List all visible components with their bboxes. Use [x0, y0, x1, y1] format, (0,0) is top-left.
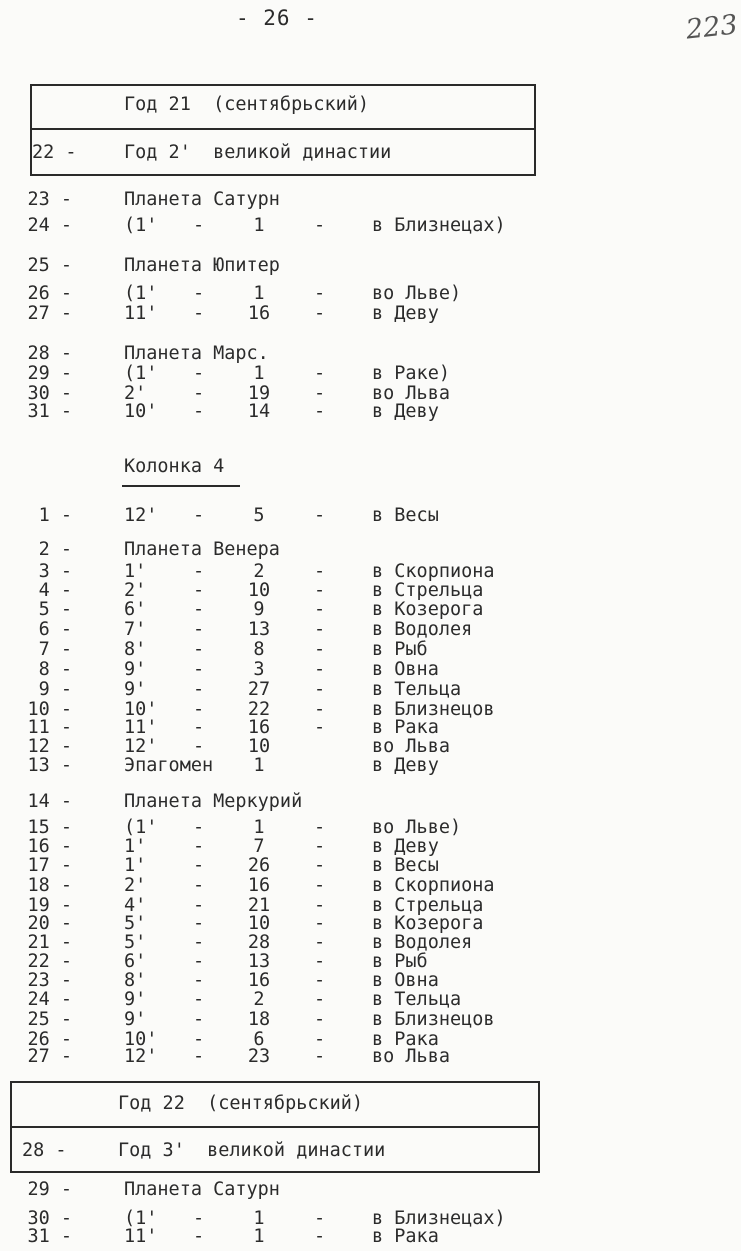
- dash-2: -: [314, 1208, 326, 1229]
- entry-sign: во Льве): [372, 283, 462, 304]
- dash-1: -: [193, 303, 205, 324]
- dash-2: -: [314, 989, 326, 1010]
- dash-1: -: [193, 895, 205, 916]
- entry-start: Планета Марс.: [124, 343, 269, 364]
- entry-start: 11': [124, 1226, 158, 1247]
- dash-2: -: [314, 932, 326, 953]
- entry-sign: в Близнецов: [372, 1009, 495, 1030]
- entry-sign: в Близнецов: [372, 699, 495, 720]
- entry-sign: в Деву: [372, 755, 439, 776]
- entry-start: 10': [124, 401, 158, 422]
- entry-sign: в Тельца: [372, 679, 462, 700]
- entry-degree: 23: [247, 1046, 271, 1067]
- entry-start: 4': [124, 895, 147, 916]
- entry-sign: в Тельца: [372, 989, 462, 1010]
- line-number: 27 -: [27, 303, 72, 324]
- entry-start: 8': [124, 970, 147, 991]
- dash-2: -: [314, 659, 326, 680]
- entry-degree: 7: [253, 836, 265, 857]
- dash-2: -: [314, 639, 326, 660]
- dash-1: -: [193, 970, 205, 991]
- dash-1: -: [193, 836, 205, 857]
- dash-1: -: [193, 580, 205, 601]
- entry-sign: в Рака: [372, 717, 439, 738]
- entry-start: 6': [124, 951, 147, 972]
- entry-degree: 1: [253, 817, 265, 838]
- entry-sign: в Водолея: [372, 619, 473, 640]
- year-box-1-text: Год 2' великой династии: [124, 142, 392, 163]
- entry-sign: во Льва: [372, 1046, 450, 1067]
- dash-1: -: [193, 699, 205, 720]
- line-number: 18 -: [27, 875, 72, 896]
- dash-2: -: [314, 383, 326, 404]
- entry-sign: в Овна: [372, 659, 439, 680]
- line-number: 15 -: [27, 817, 72, 838]
- line-number: 6 -: [38, 619, 72, 640]
- entry-start: 2': [124, 580, 147, 601]
- entry-degree: 5: [253, 505, 265, 526]
- dash-1: -: [193, 875, 205, 896]
- line-number: 24 -: [27, 215, 72, 236]
- entry-degree: 1: [253, 1208, 265, 1229]
- entry-start: 10': [124, 699, 158, 720]
- entry-degree: 27: [247, 679, 271, 700]
- line-number: 26 -: [27, 1029, 72, 1050]
- line-number: 31 -: [27, 1226, 72, 1247]
- entry-degree: 2: [253, 561, 265, 582]
- dash-1: -: [193, 619, 205, 640]
- entry-sign: в Скорпиона: [372, 875, 495, 896]
- line-number: 29 -: [27, 363, 72, 384]
- entry-start: 12': [124, 736, 158, 757]
- entry-start: 1': [124, 836, 147, 857]
- year-box-2-text: Год 3' великой династии: [118, 1140, 386, 1161]
- entry-degree: 22: [247, 699, 271, 720]
- line-number: 9 -: [38, 679, 72, 700]
- entry-degree: 13: [247, 951, 271, 972]
- dash-2: -: [314, 913, 326, 934]
- dash-1: -: [193, 1046, 205, 1067]
- entry-degree: 8: [253, 639, 265, 660]
- entry-degree: 6: [253, 1029, 265, 1050]
- dash-2: -: [314, 599, 326, 620]
- line-number: 22 -: [27, 951, 72, 972]
- year-box-2-title: Год 22 (сентябрьский): [118, 1093, 364, 1114]
- entry-start: 1': [124, 855, 147, 876]
- line-number: 7 -: [38, 639, 72, 660]
- dash-2: -: [314, 619, 326, 640]
- line-number: 25 -: [27, 255, 72, 276]
- entry-sign: во Льве): [372, 817, 462, 838]
- dash-1: -: [193, 401, 205, 422]
- entry-start: Планета Юпитер: [124, 255, 280, 276]
- entry-start: 2': [124, 383, 147, 404]
- entry-start: 9': [124, 1009, 147, 1030]
- entry-sign: в Стрельца: [372, 580, 484, 601]
- entry-start: 10': [124, 1029, 158, 1050]
- dash-2: -: [314, 855, 326, 876]
- entry-start: (1': [124, 215, 158, 236]
- dash-1: -: [193, 505, 205, 526]
- dash-1: -: [193, 639, 205, 660]
- column-heading-underline: [122, 485, 240, 487]
- year-box-2-divider: [10, 1126, 540, 1128]
- entry-sign: в Стрельца: [372, 895, 484, 916]
- year-box-1-number: 22 -: [32, 142, 77, 163]
- entry-start: 9': [124, 679, 147, 700]
- line-number: 26 -: [27, 283, 72, 304]
- dash-1: -: [193, 679, 205, 700]
- entry-degree: 10: [247, 913, 271, 934]
- entry-degree: 1: [253, 755, 265, 776]
- line-number: 29 -: [27, 1179, 72, 1200]
- entry-start: 12': [124, 1046, 158, 1067]
- entry-start: 6': [124, 599, 147, 620]
- line-number: 8 -: [38, 659, 72, 680]
- entry-degree: 14: [247, 401, 271, 422]
- line-number: 30 -: [27, 383, 72, 404]
- entry-sign: в Скорпиона: [372, 561, 495, 582]
- dash-2: -: [314, 561, 326, 582]
- entry-degree: 1: [253, 215, 265, 236]
- line-number: 4 -: [38, 580, 72, 601]
- entry-degree: 18: [247, 1009, 271, 1030]
- entry-degree: 3: [253, 659, 265, 680]
- line-number: 24 -: [27, 989, 72, 1010]
- entry-sign: в Козерога: [372, 599, 484, 620]
- line-number: 10 -: [27, 699, 72, 720]
- dash-2: -: [314, 875, 326, 896]
- dash-1: -: [193, 913, 205, 934]
- year-box-1-title: Год 21 (сентябрьский): [124, 94, 370, 115]
- dash-1: -: [193, 951, 205, 972]
- entry-start: (1': [124, 817, 158, 838]
- line-number: 23 -: [27, 189, 72, 210]
- dash-1: -: [193, 283, 205, 304]
- entry-degree: 1: [253, 363, 265, 384]
- entry-degree: 19: [247, 383, 271, 404]
- line-number: 27 -: [27, 1046, 72, 1067]
- dash-2: -: [314, 717, 326, 738]
- page-number: - 26 -: [236, 6, 318, 30]
- dash-1: -: [193, 989, 205, 1010]
- entry-degree: 28: [247, 932, 271, 953]
- entry-sign: в Деву: [372, 836, 439, 857]
- line-number: 1 -: [38, 505, 72, 526]
- entry-degree: 13: [247, 619, 271, 640]
- entry-start: Планета Сатурн: [124, 189, 280, 210]
- entry-sign: в Близнецах): [372, 1208, 506, 1229]
- dash-1: -: [193, 736, 205, 757]
- column-heading: Колонка 4: [124, 456, 225, 477]
- dash-2: -: [314, 699, 326, 720]
- entry-sign: в Козерога: [372, 913, 484, 934]
- dash-1: -: [193, 599, 205, 620]
- line-number: 2 -: [38, 539, 72, 560]
- entry-degree: 21: [247, 895, 271, 916]
- dash-2: -: [314, 951, 326, 972]
- entry-start: (1': [124, 1208, 158, 1229]
- entry-degree: 16: [247, 970, 271, 991]
- entry-sign: во Льва: [372, 736, 450, 757]
- line-number: 13 -: [27, 755, 72, 776]
- dash-1: -: [193, 717, 205, 738]
- entry-sign: в Близнецах): [372, 215, 506, 236]
- dash-2: -: [314, 303, 326, 324]
- dash-1: -: [193, 817, 205, 838]
- dash-1: -: [193, 1009, 205, 1030]
- entry-sign: в Раке): [372, 363, 450, 384]
- entry-sign: в Овна: [372, 970, 439, 991]
- entry-sign: в Деву: [372, 303, 439, 324]
- dash-2: -: [314, 283, 326, 304]
- dash-2: -: [314, 1046, 326, 1067]
- entry-sign: в Рака: [372, 1226, 439, 1247]
- entry-degree: 26: [247, 855, 271, 876]
- line-number: 20 -: [27, 913, 72, 934]
- dash-1: -: [193, 363, 205, 384]
- line-number: 14 -: [27, 791, 72, 812]
- entry-start: 11': [124, 303, 158, 324]
- entry-degree: 16: [247, 717, 271, 738]
- entry-degree: 1: [253, 283, 265, 304]
- line-number: 28 -: [27, 343, 72, 364]
- entry-degree: 10: [247, 736, 271, 757]
- dash-2: -: [314, 895, 326, 916]
- dash-2: -: [314, 1009, 326, 1030]
- dash-2: -: [314, 505, 326, 526]
- entry-start: 5': [124, 913, 147, 934]
- dash-2: -: [314, 1226, 326, 1247]
- entry-sign: в Водолея: [372, 932, 473, 953]
- entry-sign: в Весы: [372, 855, 439, 876]
- line-number: 3 -: [38, 561, 72, 582]
- line-number: 11 -: [27, 717, 72, 738]
- line-number: 12 -: [27, 736, 72, 757]
- dash-2: -: [314, 836, 326, 857]
- entry-degree: 2: [253, 989, 265, 1010]
- entry-sign: в Рыб: [372, 639, 428, 660]
- dash-1: -: [193, 932, 205, 953]
- line-number: 5 -: [38, 599, 72, 620]
- entry-start: Планета Меркурий: [124, 791, 303, 812]
- entry-start: 9': [124, 989, 147, 1010]
- line-number: 17 -: [27, 855, 72, 876]
- dash-1: -: [193, 1208, 205, 1229]
- dash-1: -: [193, 383, 205, 404]
- entry-start: 5': [124, 932, 147, 953]
- entry-start: Эпагомен: [124, 755, 214, 776]
- dash-2: -: [314, 580, 326, 601]
- year-box-1-divider: [30, 128, 536, 130]
- entry-sign: в Рака: [372, 1029, 439, 1050]
- line-number: 19 -: [27, 895, 72, 916]
- dash-1: -: [193, 215, 205, 236]
- entry-start: 2': [124, 875, 147, 896]
- entry-start: Планета Венера: [124, 539, 280, 560]
- dash-2: -: [314, 679, 326, 700]
- entry-start: 1': [124, 561, 147, 582]
- dash-1: -: [193, 855, 205, 876]
- entry-sign: во Льва: [372, 383, 450, 404]
- line-number: 25 -: [27, 1009, 72, 1030]
- dash-1: -: [193, 1029, 205, 1050]
- entry-start: (1': [124, 283, 158, 304]
- year-box-2-number: 28 -: [22, 1140, 67, 1161]
- dash-2: -: [314, 970, 326, 991]
- line-number: 21 -: [27, 932, 72, 953]
- dash-1: -: [193, 561, 205, 582]
- entry-start: 11': [124, 717, 158, 738]
- entry-start: 8': [124, 639, 147, 660]
- line-number: 31 -: [27, 401, 72, 422]
- dash-2: -: [314, 363, 326, 384]
- dash-2: -: [314, 817, 326, 838]
- entry-degree: 16: [247, 303, 271, 324]
- entry-start: Планета Сатурн: [124, 1179, 280, 1200]
- dash-2: -: [314, 401, 326, 422]
- dash-2: -: [314, 1029, 326, 1050]
- line-number: 16 -: [27, 836, 72, 857]
- dash-2: -: [314, 215, 326, 236]
- entry-start: (1': [124, 363, 158, 384]
- entry-start: 9': [124, 659, 147, 680]
- line-number: 30 -: [27, 1208, 72, 1229]
- entry-sign: в Рыб: [372, 951, 428, 972]
- line-number: 23 -: [27, 970, 72, 991]
- entry-degree: 16: [247, 875, 271, 896]
- entry-sign: в Весы: [372, 505, 439, 526]
- dash-1: -: [193, 1226, 205, 1247]
- entry-degree: 1: [253, 1226, 265, 1247]
- entry-degree: 10: [247, 580, 271, 601]
- entry-start: 12': [124, 505, 158, 526]
- entry-sign: в Деву: [372, 401, 439, 422]
- handwritten-archive-number: 223: [684, 9, 740, 46]
- entry-degree: 9: [253, 599, 265, 620]
- dash-1: -: [193, 659, 205, 680]
- entry-start: 7': [124, 619, 147, 640]
